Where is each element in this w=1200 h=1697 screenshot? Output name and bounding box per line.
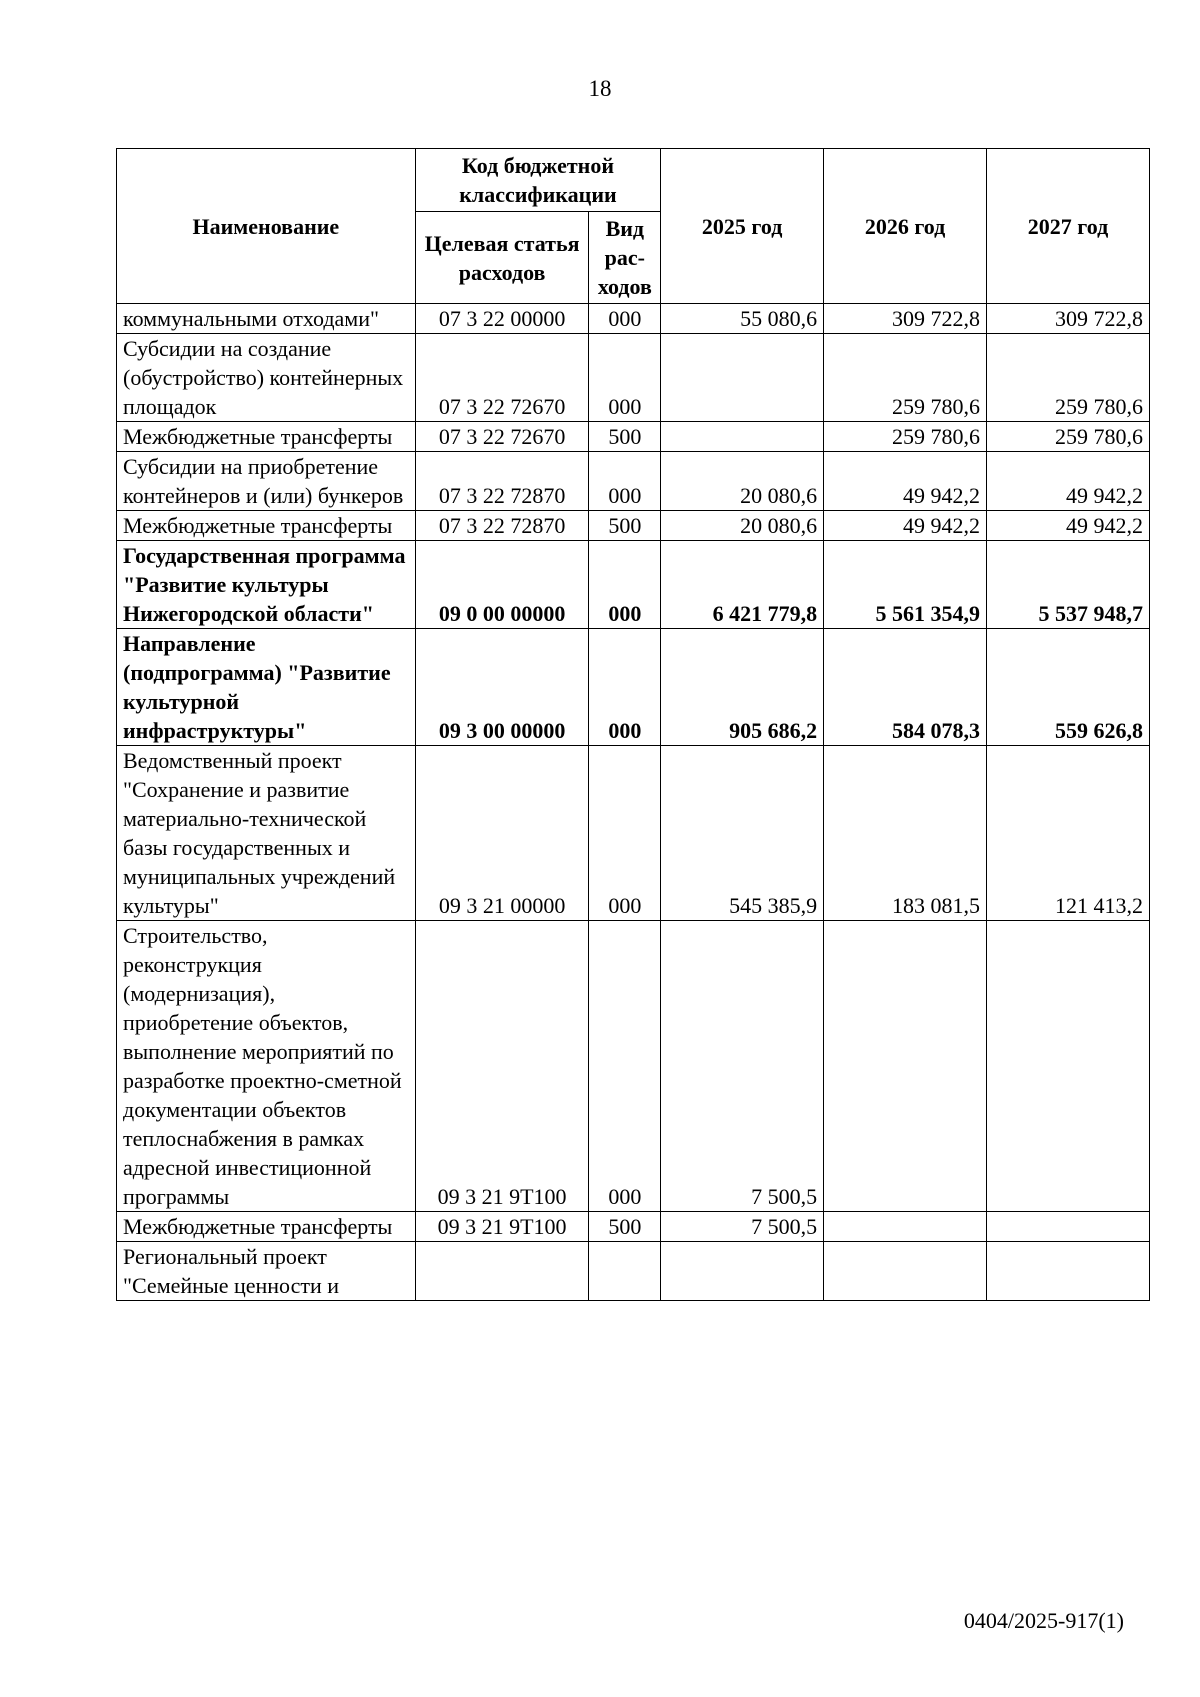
row-code-cell: 07 3 22 72870: [415, 511, 589, 541]
row-name-cell: Региональный проект "Семейные ценности и: [117, 1242, 416, 1301]
row-kind-cell: 500: [589, 1212, 661, 1242]
row-code-cell: 07 3 22 72670: [415, 334, 589, 422]
row-2027-cell: 309 722,8: [987, 304, 1150, 334]
header-target-article: Целевая статья расходов: [415, 212, 589, 304]
row-2025-cell: 55 080,6: [661, 304, 824, 334]
table-row: [117, 629, 1150, 746]
row-name-cell: Межбюджетные трансферты: [117, 1212, 416, 1242]
row-code-cell: 09 3 00 00000: [415, 629, 589, 746]
document-code: 0404/2025-917(1): [963, 1608, 1124, 1633]
row-name-cell: коммунальными отходами": [117, 304, 416, 334]
row-2027-cell: 5 537 948,7: [987, 541, 1150, 629]
table-row: [117, 304, 1150, 334]
header-2025: 2025 год: [661, 149, 824, 304]
row-kind-cell: [589, 1242, 661, 1301]
row-2026-cell: 259 780,6: [824, 334, 987, 422]
row-2025-cell: 20 080,6: [661, 452, 824, 511]
row-2027-cell: [987, 1242, 1150, 1301]
row-kind-cell: 000: [589, 304, 661, 334]
row-2025-cell: 7 500,5: [661, 921, 824, 1212]
row-2027-cell: 49 942,2: [987, 452, 1150, 511]
table-row: [117, 511, 1150, 541]
row-2025-cell: 20 080,6: [661, 511, 824, 541]
row-2027-cell: 49 942,2: [987, 511, 1150, 541]
row-code-cell: 07 3 22 00000: [415, 304, 589, 334]
row-2027-cell: [987, 1212, 1150, 1242]
row-kind-cell: 000: [589, 746, 661, 921]
row-2026-cell: [824, 921, 987, 1212]
row-code-cell: 07 3 22 72870: [415, 452, 589, 511]
row-kind-cell: 000: [589, 921, 661, 1212]
row-name-cell: Межбюджетные трансферты: [117, 511, 416, 541]
table-row: [117, 541, 1150, 629]
row-2025-cell: 545 385,9: [661, 746, 824, 921]
row-2026-cell: 5 561 354,9: [824, 541, 987, 629]
table-header: [117, 149, 1150, 304]
row-kind-cell: 500: [589, 422, 661, 452]
row-2025-cell: [661, 422, 824, 452]
row-2025-cell: [661, 334, 824, 422]
table-row: [117, 452, 1150, 511]
row-code-cell: 09 3 21 00000: [415, 746, 589, 921]
row-2026-cell: 183 081,5: [824, 746, 987, 921]
row-code-cell: 09 3 21 9Т100: [415, 921, 589, 1212]
header-expense-kind: Вид рас-ходов: [589, 212, 661, 304]
row-2026-cell: [824, 1242, 987, 1301]
row-2026-cell: 49 942,2: [824, 511, 987, 541]
budget-table: [116, 148, 1150, 1301]
row-code-cell: [415, 1242, 589, 1301]
row-2025-cell: 7 500,5: [661, 1212, 824, 1242]
row-name-cell: Субсидии на приобретение контейнеров и (или) бункеров: [117, 452, 416, 511]
row-2027-cell: 559 626,8: [987, 629, 1150, 746]
row-2026-cell: 259 780,6: [824, 422, 987, 452]
row-name-cell: Ведомственный проект "Сохранение и развитие материально-технической базы государственных и муниципальных учреждений культуры": [117, 746, 416, 921]
row-2025-cell: 6 421 779,8: [661, 541, 824, 629]
table-row: [117, 1212, 1150, 1242]
table-row: [117, 1242, 1150, 1301]
row-2027-cell: 121 413,2: [987, 746, 1150, 921]
row-2026-cell: 49 942,2: [824, 452, 987, 511]
header-2027: 2027 год: [987, 149, 1150, 304]
table-row: [117, 921, 1150, 1212]
table-row: [117, 746, 1150, 921]
row-code-cell: 09 0 00 00000: [415, 541, 589, 629]
header-bcc-group: Код бюджетной классификации: [415, 149, 660, 212]
row-2026-cell: 309 722,8: [824, 304, 987, 334]
row-2027-cell: 259 780,6: [987, 334, 1150, 422]
row-2025-cell: [661, 1242, 824, 1301]
row-name-cell: Субсидии на создание (обустройство) контейнерных площадок: [117, 334, 416, 422]
row-name-cell: Строительство, реконструкция (модернизация), приобретение объектов, выполнение мероприятий по разработке проектно-сметной документации объектов теплоснабжения в рамках адресной инвестиционной программы: [117, 921, 416, 1212]
row-code-cell: 07 3 22 72670: [415, 422, 589, 452]
header-2026: 2026 год: [824, 149, 987, 304]
table-row: [117, 334, 1150, 422]
row-kind-cell: 000: [589, 452, 661, 511]
row-name-cell: Направление (подпрограмма) "Развитие культурной инфраструктуры": [117, 629, 416, 746]
row-name-cell: Государственная программа "Развитие культуры Нижегородской области": [117, 541, 416, 629]
row-kind-cell: 500: [589, 511, 661, 541]
row-name-cell: Межбюджетные трансферты: [117, 422, 416, 452]
table-row: [117, 422, 1150, 452]
row-2026-cell: 584 078,3: [824, 629, 987, 746]
row-code-cell: 09 3 21 9Т100: [415, 1212, 589, 1242]
row-2027-cell: 259 780,6: [987, 422, 1150, 452]
row-kind-cell: 000: [589, 334, 661, 422]
row-2027-cell: [987, 921, 1150, 1212]
row-2026-cell: [824, 1212, 987, 1242]
row-kind-cell: 000: [589, 541, 661, 629]
table-body: [117, 304, 1150, 1301]
row-2025-cell: 905 686,2: [661, 629, 824, 746]
page-number: 18: [588, 76, 612, 101]
header-name: Наименование: [117, 149, 416, 304]
row-kind-cell: 000: [589, 629, 661, 746]
